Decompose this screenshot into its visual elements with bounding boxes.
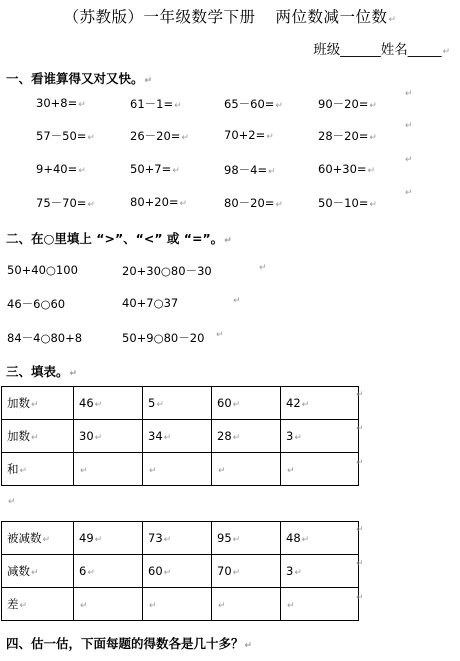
compare-problem: 20+30○80－30 bbox=[122, 264, 212, 278]
table-cell: 48↵ bbox=[281, 522, 359, 555]
row-end-mark: ↵ bbox=[356, 593, 364, 603]
class-name-text: 班级______姓名_____ bbox=[313, 42, 442, 58]
row-end-mark: ↵ bbox=[356, 525, 364, 535]
table-cell: ↵ bbox=[212, 588, 281, 621]
calc-problem: 50+7=↵ bbox=[130, 162, 180, 176]
section-4-heading bbox=[6, 634, 252, 652]
table-cell: 加数↵ bbox=[2, 387, 74, 420]
table-cell: 42↵ bbox=[281, 387, 359, 420]
row-end-mark: ↵ bbox=[405, 155, 413, 165]
table-cell: 70↵ bbox=[212, 555, 281, 588]
calc-problem: 60+30=↵ bbox=[318, 162, 376, 176]
table-cell: 加数↵ bbox=[2, 420, 74, 453]
paragraph-mark: ↵ bbox=[244, 641, 253, 651]
compare-problem: 50+9○80－20 bbox=[122, 331, 205, 345]
row-end-mark: ↵ bbox=[216, 330, 224, 340]
blank-line-mark: ↵ bbox=[8, 497, 16, 507]
table-cell: ↵ bbox=[281, 453, 359, 486]
table-cell: ↵ bbox=[74, 453, 143, 486]
section-1-heading-text: 一、看谁算得又对又快。 bbox=[6, 71, 144, 86]
table-cell: ↵ bbox=[281, 588, 359, 621]
table-cell: 28↵ bbox=[212, 420, 281, 453]
table-cell: 95↵ bbox=[212, 522, 281, 555]
table-cell: 60↵ bbox=[143, 555, 212, 588]
table-row bbox=[2, 522, 359, 555]
table-cell: 73↵ bbox=[143, 522, 212, 555]
table-cell: 3↵ bbox=[281, 555, 359, 588]
paragraph-mark: ↵ bbox=[144, 76, 153, 86]
row-end-mark: ↵ bbox=[259, 263, 267, 273]
subtraction-table bbox=[1, 521, 359, 621]
calc-row-2 bbox=[0, 121, 460, 146]
calc-problem: 50－10=↵ bbox=[318, 196, 377, 210]
table-cell: 和↵ bbox=[2, 453, 74, 486]
compare-problem: 50+40○100 bbox=[7, 263, 78, 277]
compare-row-1 bbox=[0, 263, 460, 281]
compare-row-3 bbox=[0, 330, 460, 348]
table-row bbox=[2, 555, 359, 588]
compare-problem: 46－6○60 bbox=[7, 297, 66, 311]
section-2-heading bbox=[6, 229, 232, 247]
table-cell: 30↵ bbox=[74, 420, 143, 453]
paragraph-mark: ↵ bbox=[388, 15, 397, 25]
calc-problem: 61－1=↵ bbox=[130, 97, 182, 111]
calc-problem: 65－60=↵ bbox=[224, 97, 283, 111]
table-cell: 3↵ bbox=[281, 420, 359, 453]
calc-problem: 28－20=↵ bbox=[318, 129, 377, 143]
paragraph-mark: ↵ bbox=[224, 236, 232, 246]
table-row bbox=[2, 387, 359, 420]
table-cell: ↵ bbox=[212, 453, 281, 486]
class-name-line bbox=[313, 38, 450, 58]
calc-problem: 98－4=↵ bbox=[224, 163, 276, 177]
title-part-2: 两位数减一位数 bbox=[275, 8, 388, 26]
calc-row-4 bbox=[0, 188, 460, 213]
title-part-1: （苏教版）一年级数学下册 bbox=[63, 8, 256, 26]
row-end-mark: ↵ bbox=[356, 390, 364, 400]
row-end-mark: ↵ bbox=[356, 458, 364, 468]
compare-problem: 84－4○80+8 bbox=[7, 331, 83, 345]
section-4-heading-text: 四、估一估，下面每题的得数各是几十多？ bbox=[6, 636, 244, 651]
page-title bbox=[0, 5, 460, 27]
table-cell: 6↵ bbox=[74, 555, 143, 588]
table-cell: 60↵ bbox=[212, 387, 281, 420]
section-1-heading bbox=[6, 69, 152, 87]
row-end-mark: ↵ bbox=[356, 559, 364, 569]
row-end-mark: ↵ bbox=[405, 188, 413, 198]
calc-problem: 80+20=↵ bbox=[130, 195, 188, 209]
paragraph-mark: ↵ bbox=[69, 369, 78, 379]
table-row bbox=[2, 588, 359, 621]
calc-problem: 75－70=↵ bbox=[36, 196, 95, 210]
calc-row-1 bbox=[0, 89, 460, 114]
row-end-mark: ↵ bbox=[405, 89, 413, 99]
compare-row-2 bbox=[0, 296, 460, 314]
section-3-heading-text: 三、填表。 bbox=[6, 364, 69, 379]
calc-problem: 70+2=↵ bbox=[224, 128, 274, 142]
addition-table bbox=[1, 386, 359, 486]
table-cell: ↵ bbox=[143, 453, 212, 486]
row-end-mark: ↵ bbox=[356, 424, 364, 434]
calc-problem: 26－20=↵ bbox=[130, 129, 189, 143]
calc-row-3 bbox=[0, 155, 460, 180]
table-cell: 5↵ bbox=[143, 387, 212, 420]
table-cell: ↵ bbox=[74, 588, 143, 621]
paragraph-mark: ↵ bbox=[442, 47, 450, 57]
calc-problem: 9+40=↵ bbox=[36, 162, 86, 176]
table-cell: 34↵ bbox=[143, 420, 212, 453]
table-cell: 差↵ bbox=[2, 588, 74, 621]
table-cell: 被减数↵ bbox=[2, 522, 74, 555]
table-cell: 46↵ bbox=[74, 387, 143, 420]
table-cell: ↵ bbox=[143, 588, 212, 621]
table-cell: 49↵ bbox=[74, 522, 143, 555]
calc-problem: 90－20=↵ bbox=[318, 97, 377, 111]
calc-problem: 30+8=↵ bbox=[36, 96, 86, 110]
table-row bbox=[2, 453, 359, 486]
row-end-mark: ↵ bbox=[405, 121, 413, 131]
compare-problem: 40+7○37 bbox=[122, 296, 179, 310]
section-3-heading bbox=[6, 362, 77, 380]
row-end-mark: ↵ bbox=[233, 296, 241, 306]
table-row bbox=[2, 420, 359, 453]
table-cell: 减数↵ bbox=[2, 555, 74, 588]
section-2-heading-text: 二、在○里填上 “>”、“<” 或 “=”。 bbox=[6, 231, 224, 246]
calc-problem: 57－50=↵ bbox=[36, 129, 95, 143]
calc-problem: 80－20=↵ bbox=[224, 196, 283, 210]
